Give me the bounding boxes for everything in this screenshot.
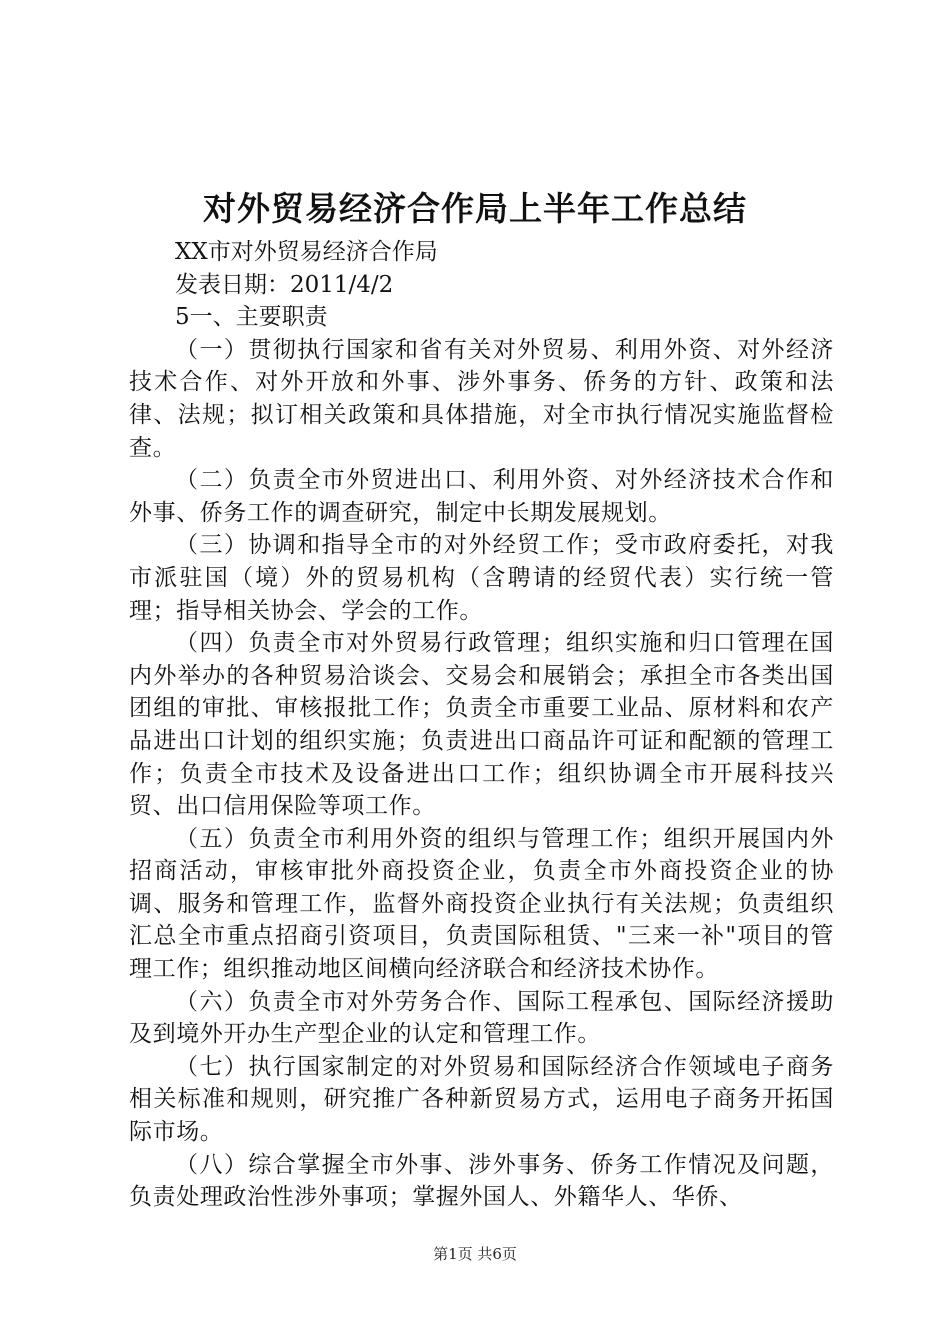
organization-name: XX市对外贸易经济合作局 bbox=[175, 239, 438, 265]
section-heading: 5一、主要职责 bbox=[175, 304, 328, 331]
document-body bbox=[129, 236, 834, 1214]
paragraph: （五）负责全市利用外资的组织与管理工作；组织开展国内外招商活动，审核审批外商投资企业，负责全市外商投资企业的协调、服务和管理工作，监督外商投资企业执行有关法规；负责组织汇总全市重点招商引资项目，负责国际租赁、"三来一补"项目的管理工作；组织推动地区间横向经济联合和经济技术协作。 bbox=[129, 825, 834, 983]
document-title: 对外贸易经济合作局上半年工作总结 bbox=[203, 189, 747, 228]
paragraph: （七）执行国家制定的对外贸易和国际经济合作领域电子商务相关标准和规则，研究推广各种新贸易方式，运用电子商务开拓国际市场。 bbox=[129, 1053, 834, 1146]
paragraph: （二）负责全市外贸进出口、利用外资、对外经济技术合作和外事、侨务工作的调查研究，制定中长期发展规划。 bbox=[129, 467, 834, 526]
paragraph: （三）协调和指导全市的对外经贸工作；受市政府委托，对我市派驻国（境）外的贸易机构（含聘请的经贸代表）实行统一管理；指导相关协会、学会的工作。 bbox=[129, 532, 834, 624]
page-number: 第1页 共6页 bbox=[433, 1245, 517, 1263]
paragraph: （一）贯彻执行国家和省有关对外贸易、利用外资、对外经济技术合作、对外开放和外事、涉外事务、侨务的方针、政策和法律、法规；拟订相关政策和具体措施，对全市执行情况实施监督检查。 bbox=[129, 336, 834, 461]
publish-date: 发表日期：2011/4/2 bbox=[175, 271, 394, 298]
paragraph: （四）负责全市对外贸易行政管理；组织实施和归口管理在国内外举办的各种贸易洽谈会、交易会和展销会；承担全市各类出国团组的审批、审核报批工作；负责全市重要工业品、原材料和农产品进出口计划的组织实施；负责进出口商品许可证和配额的管理工作；负责全市技术及设备进出口工作；组织协调全市开展科技兴贸、出口信用保险等项工作。 bbox=[129, 630, 834, 820]
paragraph: （八）综合掌握全市外事、涉外事务、侨务工作情况及问题，负责处理政治性涉外事项；掌握外国人、外籍华人、华侨、 bbox=[129, 1151, 834, 1211]
paragraph: （六）负责全市对外劳务合作、国际工程承包、国际经济援助及到境外开办生产型企业的认定和管理工作。 bbox=[129, 988, 834, 1048]
